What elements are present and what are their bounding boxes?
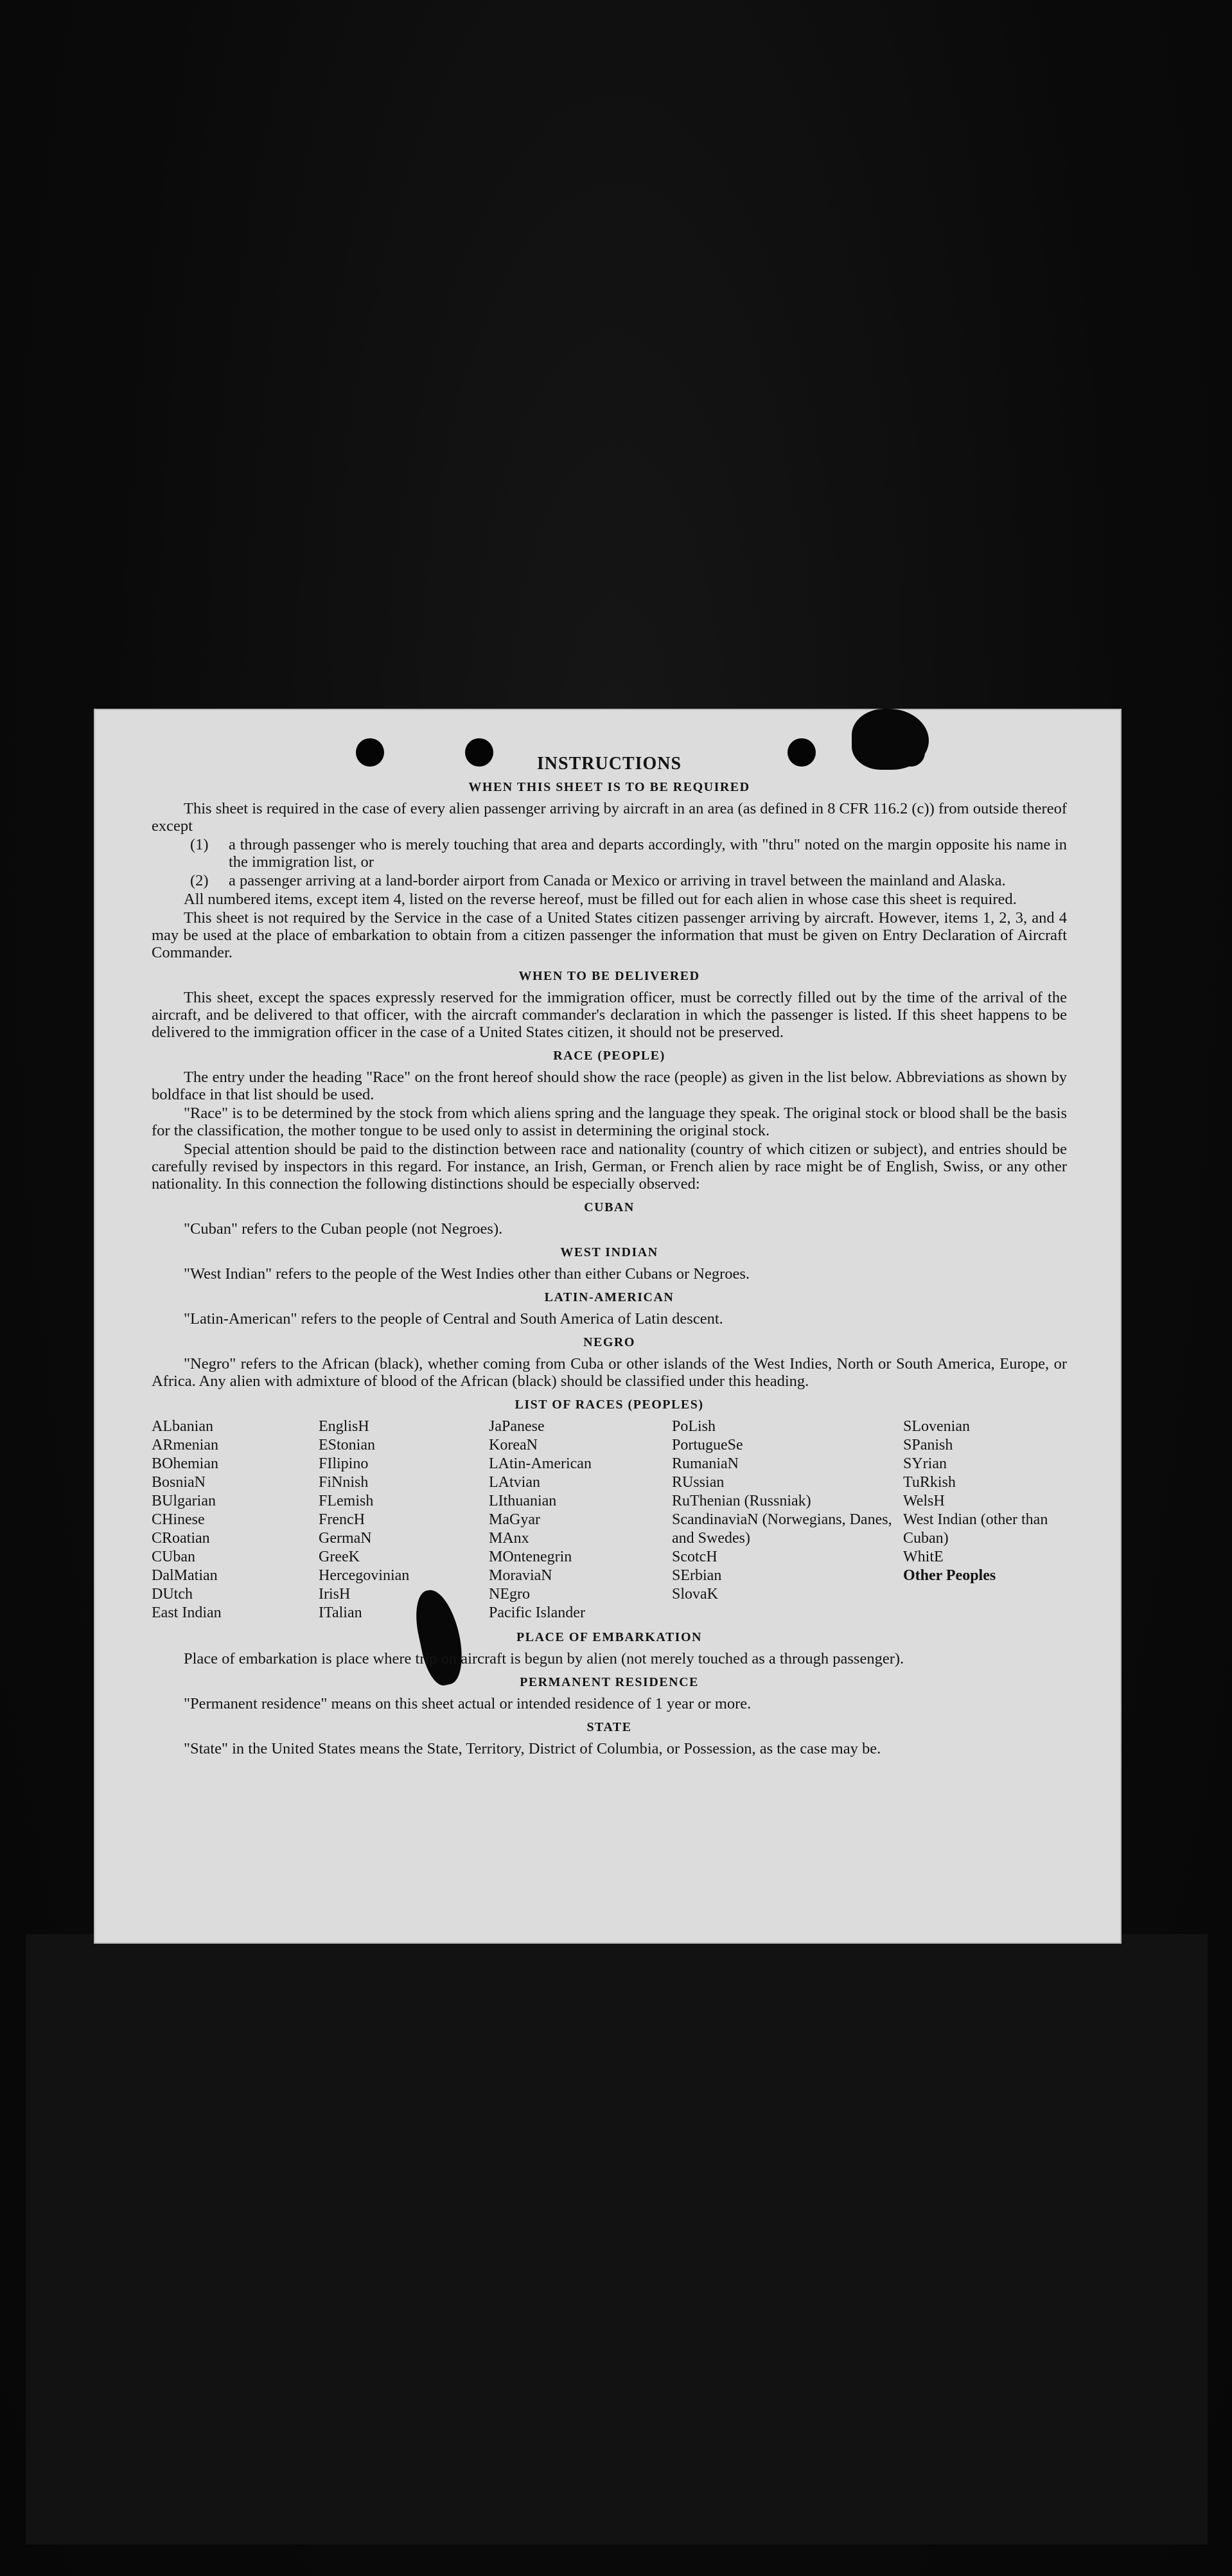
paragraph: Special attention should be paid to the distinction between race and nationality (country of which citizen or subject), and entries should be carefully revised by inspectors in this regard. For instance, an Irish, German, or French alien by race might be of English, Swiss, or any other nationality. In this connection the following distinctions should be especially observed: <box>152 1141 1067 1193</box>
heading-residence: PERMANENT RESIDENCE <box>520 1675 699 1689</box>
paragraph: This sheet is required in the case of every alien passenger arriving by aircraft in an area (as defined in 8 CFR 116.2 (c)) from outside thereof except <box>152 800 1067 835</box>
paragraph: "Cuban" refers to the Cuban people (not Negroes). <box>184 1220 503 1238</box>
race-entry: FrencH <box>319 1511 365 1528</box>
race-entry: BosniaN <box>152 1474 206 1491</box>
race-entry: SLovenian <box>903 1418 970 1435</box>
heading-negro: NEGRO <box>583 1335 635 1349</box>
paragraph: "Latin-American" refers to the people of Central and South America of Latin descent. <box>184 1310 723 1328</box>
paragraph: "West Indian" refers to the people of the West Indies other than either Cubans or Negroes. <box>184 1265 750 1283</box>
heading-cuban: CUBAN <box>584 1200 635 1214</box>
races-column <box>672 1417 903 1622</box>
race-entry: DUtch <box>152 1586 193 1603</box>
race-entry: FIlipino <box>319 1455 369 1472</box>
race-entry: PoLish <box>672 1418 716 1435</box>
race-entry: NEgro <box>489 1586 530 1603</box>
race-entry: SYrian <box>903 1455 947 1472</box>
heading-when-delivered: WHEN TO BE DELIVERED <box>518 969 700 983</box>
race-entry: JaPanese <box>489 1418 545 1435</box>
heading-list-of-races: LIST OF RACES (PEOPLES) <box>515 1398 704 1412</box>
scan-lower-band <box>26 1934 1208 2545</box>
sheet-content <box>152 755 1067 1759</box>
list-item <box>152 872 1067 889</box>
paragraph: "State" in the United States means the State, Territory, District of Columbia, or Possession, as the case may be. <box>184 1740 881 1757</box>
race-entry: SErbian <box>672 1567 722 1584</box>
paragraph: This sheet is not required by the Service in the case of a United States citizen passenger arriving by aircraft. However, items 1, 2, 3, and 4 may be used at the place of embarkation to obtain from a citizen passenger the information that must be given on Entry Declaration of Aircraft Commander. <box>152 909 1067 961</box>
race-entry: GermaN <box>319 1530 372 1547</box>
race-entry: ALbanian <box>152 1418 213 1435</box>
paragraph: "Permanent residence" means on this sheet actual or intended residence of 1 year or more. <box>184 1695 752 1712</box>
race-entry: CHinese <box>152 1511 205 1528</box>
item-text: a passenger arriving at a land-border airport from Canada or Mexico or arriving in travel between the mainland and Alaska. <box>229 872 1006 889</box>
paragraph: Place of embarkation is place where trip on aircraft is begun by alien (not merely touched as a through passenger). <box>184 1650 904 1667</box>
race-entry: BUlgarian <box>152 1493 216 1509</box>
race-entry: MoraviaN <box>489 1567 552 1584</box>
heading-embarkation: PLACE OF EMBARKATION <box>516 1630 702 1644</box>
race-entry: MOntenegrin <box>489 1549 572 1565</box>
race-entry: RUssian <box>672 1474 725 1491</box>
race-entry: SPanish <box>903 1437 953 1453</box>
race-entry: GreeK <box>319 1549 360 1565</box>
list-item <box>152 836 1067 871</box>
page-title: INSTRUCTIONS <box>536 754 682 774</box>
heading-west-indian: WEST INDIAN <box>560 1245 658 1259</box>
race-entry: ScandinaviaN (Norwegians, Danes, and Swedes) <box>672 1511 892 1547</box>
race-entry: Pacific Islander <box>489 1604 585 1621</box>
race-entry: SlovaK <box>672 1586 718 1603</box>
race-entry: EnglisH <box>319 1418 369 1435</box>
race-entry: FLemish <box>319 1493 374 1509</box>
race-entry: CUban <box>152 1549 195 1565</box>
race-entry: MaGyar <box>489 1511 540 1528</box>
race-entry: Other Peoples <box>903 1567 996 1584</box>
race-entry: ScotcH <box>672 1549 717 1565</box>
race-entry: RuThenian (Russniak) <box>672 1493 811 1509</box>
heading-when-required: WHEN THIS SHEET IS TO BE REQUIRED <box>468 780 750 794</box>
race-entry: West Indian (other than Cuban) <box>903 1511 1048 1547</box>
races-column <box>152 1417 319 1622</box>
paragraph: All numbered items, except item 4, listed on the reverse hereof, must be filled out for each alien in whose case this sheet is required. <box>184 891 1017 908</box>
paragraph: This sheet, except the spaces expressly reserved for the immigration officer, must be correctly filled out by the time of the arrival of the aircraft, and be delivered to that officer, with the aircraft commander's declaration in which the passenger is listed. If this sheet happens to be delivered to the immigration officer in the case of a United States citizen, it should not be preserved. <box>152 989 1067 1041</box>
race-entry: LIthuanian <box>489 1493 557 1509</box>
paragraph: "Race" is to be determined by the stock from which aliens spring and the language they speak. The original stock or blood shall be the basis for the classification, the mother tongue to be used only to assist in determining the original stock. <box>152 1105 1067 1139</box>
race-entry: WelsH <box>903 1493 945 1509</box>
race-entry: BOhemian <box>152 1455 218 1472</box>
race-entry: KoreaN <box>489 1437 538 1453</box>
heading-state: STATE <box>586 1720 632 1734</box>
race-entry: LAtvian <box>489 1474 540 1491</box>
item-number: (2) <box>190 872 209 889</box>
race-entry: RumaniaN <box>672 1455 739 1472</box>
race-entry: ARmenian <box>152 1437 218 1453</box>
race-entry: DalMatian <box>152 1567 218 1584</box>
race-entry: East Indian <box>152 1604 222 1621</box>
race-entry: PortugueSe <box>672 1437 743 1453</box>
races-column <box>489 1417 672 1622</box>
race-entry: MAnx <box>489 1530 529 1547</box>
race-entry: CRoatian <box>152 1530 210 1547</box>
races-column <box>319 1417 489 1622</box>
races-table <box>152 1417 1067 1622</box>
paragraph: "Negro" refers to the African (black), whether coming from Cuba or other islands of the West Indies, North or South America, Europe, or Africa. Any alien with admixture of blood of the African (black) should be classified under this heading. <box>152 1355 1067 1390</box>
race-entry: EStonian <box>319 1437 375 1453</box>
heading-race: RACE (PEOPLE) <box>553 1049 665 1063</box>
race-entry: LAtin-American <box>489 1455 592 1472</box>
item-text: a through passenger who is merely touching that area and departs accordingly, with "thru" noted on the margin opposite his name in the immigration list, or <box>229 836 1067 871</box>
race-entry: ITalian <box>319 1604 362 1621</box>
races-column <box>903 1417 1067 1622</box>
paragraph: The entry under the heading "Race" on the front hereof should show the race (people) as given in the list below. Abbreviations as shown by boldface in that list should be used. <box>152 1069 1067 1103</box>
heading-latin-american: LATIN-AMERICAN <box>544 1290 674 1304</box>
race-entry: TuRkish <box>903 1474 956 1491</box>
race-entry: Hercegovinian <box>319 1567 410 1584</box>
race-entry: FiNnish <box>319 1474 369 1491</box>
race-entry: WhitE <box>903 1549 944 1565</box>
instruction-sheet <box>94 709 1122 1944</box>
race-entry: IrisH <box>319 1586 351 1603</box>
item-number: (1) <box>190 836 209 853</box>
